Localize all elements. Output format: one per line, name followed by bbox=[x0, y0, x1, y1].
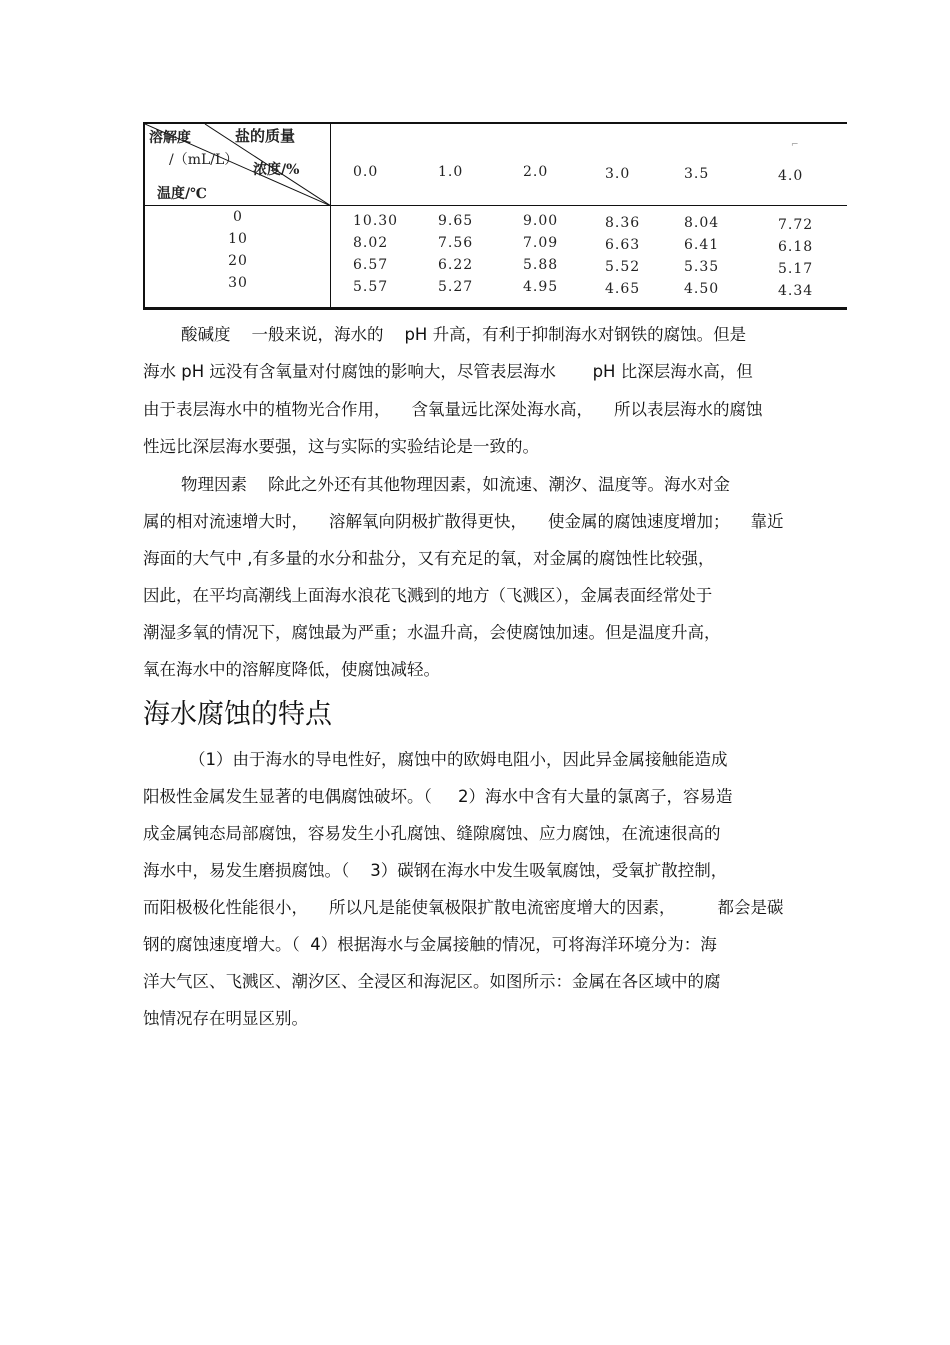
temperature-cell: 20 bbox=[228, 253, 248, 269]
solubility-value: 9.00 bbox=[523, 213, 559, 229]
scan-mark: ⌐ bbox=[791, 140, 799, 150]
solubility-value: 5.35 bbox=[684, 259, 720, 275]
solubility-value: 6.22 bbox=[438, 257, 474, 273]
solubility-value: 9.65 bbox=[438, 213, 474, 229]
solubility-value: 5.17 bbox=[778, 261, 814, 277]
paragraph-features-line: 海水中，易发生磨损腐蚀。（ 3）碳钢在海水中发生吸氧腐蚀，受氧扩散控制， bbox=[143, 861, 728, 880]
paragraph-ph-line: 性远比深层海水要强，这与实际的实验结论是一致的。 bbox=[143, 436, 539, 456]
temperature-cell: 10 bbox=[228, 231, 248, 247]
concentration-header: 3.0 bbox=[605, 166, 631, 182]
solubility-value: 8.36 bbox=[605, 215, 641, 231]
table-bottom-rule bbox=[143, 307, 847, 310]
concentration-header: 0.0 bbox=[353, 164, 379, 180]
concentration-header: 1.0 bbox=[438, 164, 464, 180]
paragraph-features-line: （1）由于海水的导电性好，腐蚀中的欧姆电阻小，因此异金属接触能造成 bbox=[189, 750, 728, 769]
paragraph-ph-line: 海水 pH 远没有含氧量对付腐蚀的影响大，尽管表层海水 pH 比深层海水高，但 bbox=[143, 362, 753, 382]
solubility-value: 10.30 bbox=[353, 213, 399, 229]
solubility-value: 6.63 bbox=[605, 237, 641, 253]
paragraph-physical-line: 海面的大气中 ,有多量的水分和盐分，又有充足的氧，对金属的腐蚀性比较强， bbox=[143, 549, 715, 568]
paragraph-features-line: 钢的腐蚀速度增大。（ 4）根据海水与金属接触的情况，可将海洋环境分为：海 bbox=[143, 935, 717, 954]
solubility-value: 6.18 bbox=[778, 239, 814, 255]
solubility-value: 8.02 bbox=[353, 235, 389, 251]
solubility-value: 6.57 bbox=[353, 257, 389, 273]
header-unit: /（mL/L） bbox=[169, 152, 239, 168]
paragraph-ph-line: 酸碱度 一般来说，海水的 pH 升高，有利于抑制海水对钢铁的腐蚀。但是 bbox=[181, 325, 747, 344]
header-solubility: 溶解度 bbox=[149, 130, 191, 146]
solubility-value: 4.34 bbox=[778, 283, 814, 299]
header-concentration: 浓度/% bbox=[253, 162, 300, 178]
paragraph-physical-line: 氧在海水中的溶解度降低，使腐蚀减轻。 bbox=[143, 660, 440, 679]
paragraph-features-line: 成金属钝态局部腐蚀，容易发生小孔腐蚀、缝隙腐蚀、应力腐蚀，在流速很高的 bbox=[143, 824, 721, 843]
paragraph-physical-line: 因此，在平均高潮线上面海水浪花飞溅到的地方（飞溅区），金属表面经常处于 bbox=[143, 586, 713, 605]
paragraph-ph-line: 由于表层海水中的植物光合作用， 含氧量远比深处海水高， 所以表层海水的腐蚀 bbox=[143, 399, 763, 419]
paragraph-features-line: 洋大气区、飞溅区、潮汐区、全浸区和海泥区。如图所示：金属在各区域中的腐 bbox=[143, 972, 721, 991]
solubility-value: 4.95 bbox=[523, 279, 559, 295]
paragraph-physical-line: 潮湿多氧的情况下，腐蚀最为严重；水温升高，会使腐蚀加速。但是温度升高， bbox=[143, 623, 721, 642]
concentration-header: 2.0 bbox=[523, 164, 549, 180]
paragraph-features-line: 阳极性金属发生显著的电偶腐蚀破坏。（ 2）海水中含有大量的氯离子，容易造 bbox=[143, 787, 733, 806]
paragraph-physical-line: 物理因素 除此之外还有其他物理因素，如流速、潮汐、温度等。海水对金 bbox=[181, 475, 730, 494]
solubility-value: 7.72 bbox=[778, 217, 814, 233]
solubility-value: 7.56 bbox=[438, 235, 474, 251]
paragraph-features-line: 蚀情况存在明显区别。 bbox=[143, 1009, 308, 1028]
solubility-value: 6.41 bbox=[684, 237, 720, 253]
oxygen-solubility-table bbox=[143, 122, 847, 309]
solubility-value: 7.09 bbox=[523, 235, 559, 251]
solubility-value: 5.52 bbox=[605, 259, 641, 275]
temperature-cell: 0 bbox=[233, 209, 243, 225]
header-salt-mass: 盐的质量 bbox=[235, 127, 296, 145]
temperature-cell: 30 bbox=[228, 275, 248, 291]
solubility-value: 5.88 bbox=[523, 257, 559, 273]
solubility-value: 8.04 bbox=[684, 215, 720, 231]
section-heading: 海水腐蚀的特点 bbox=[143, 699, 332, 730]
paragraph-physical-line: 属的相对流速增大时， 溶解氧向阴极扩散得更快， 使金属的腐蚀速度增加； 靠近 bbox=[143, 512, 784, 531]
paragraph-features-line: 而阳极极化性能很小， 所以凡是能使氧极限扩散电流密度增大的因素， 都会是碳 bbox=[143, 898, 784, 917]
solubility-value: 5.57 bbox=[353, 279, 389, 295]
solubility-value: 5.27 bbox=[438, 279, 474, 295]
concentration-header: 4.0 bbox=[778, 168, 804, 184]
concentration-header: 3.5 bbox=[684, 166, 710, 182]
solubility-value: 4.65 bbox=[605, 281, 641, 297]
header-temperature: 温度/℃ bbox=[157, 186, 207, 202]
solubility-value: 4.50 bbox=[684, 281, 720, 297]
